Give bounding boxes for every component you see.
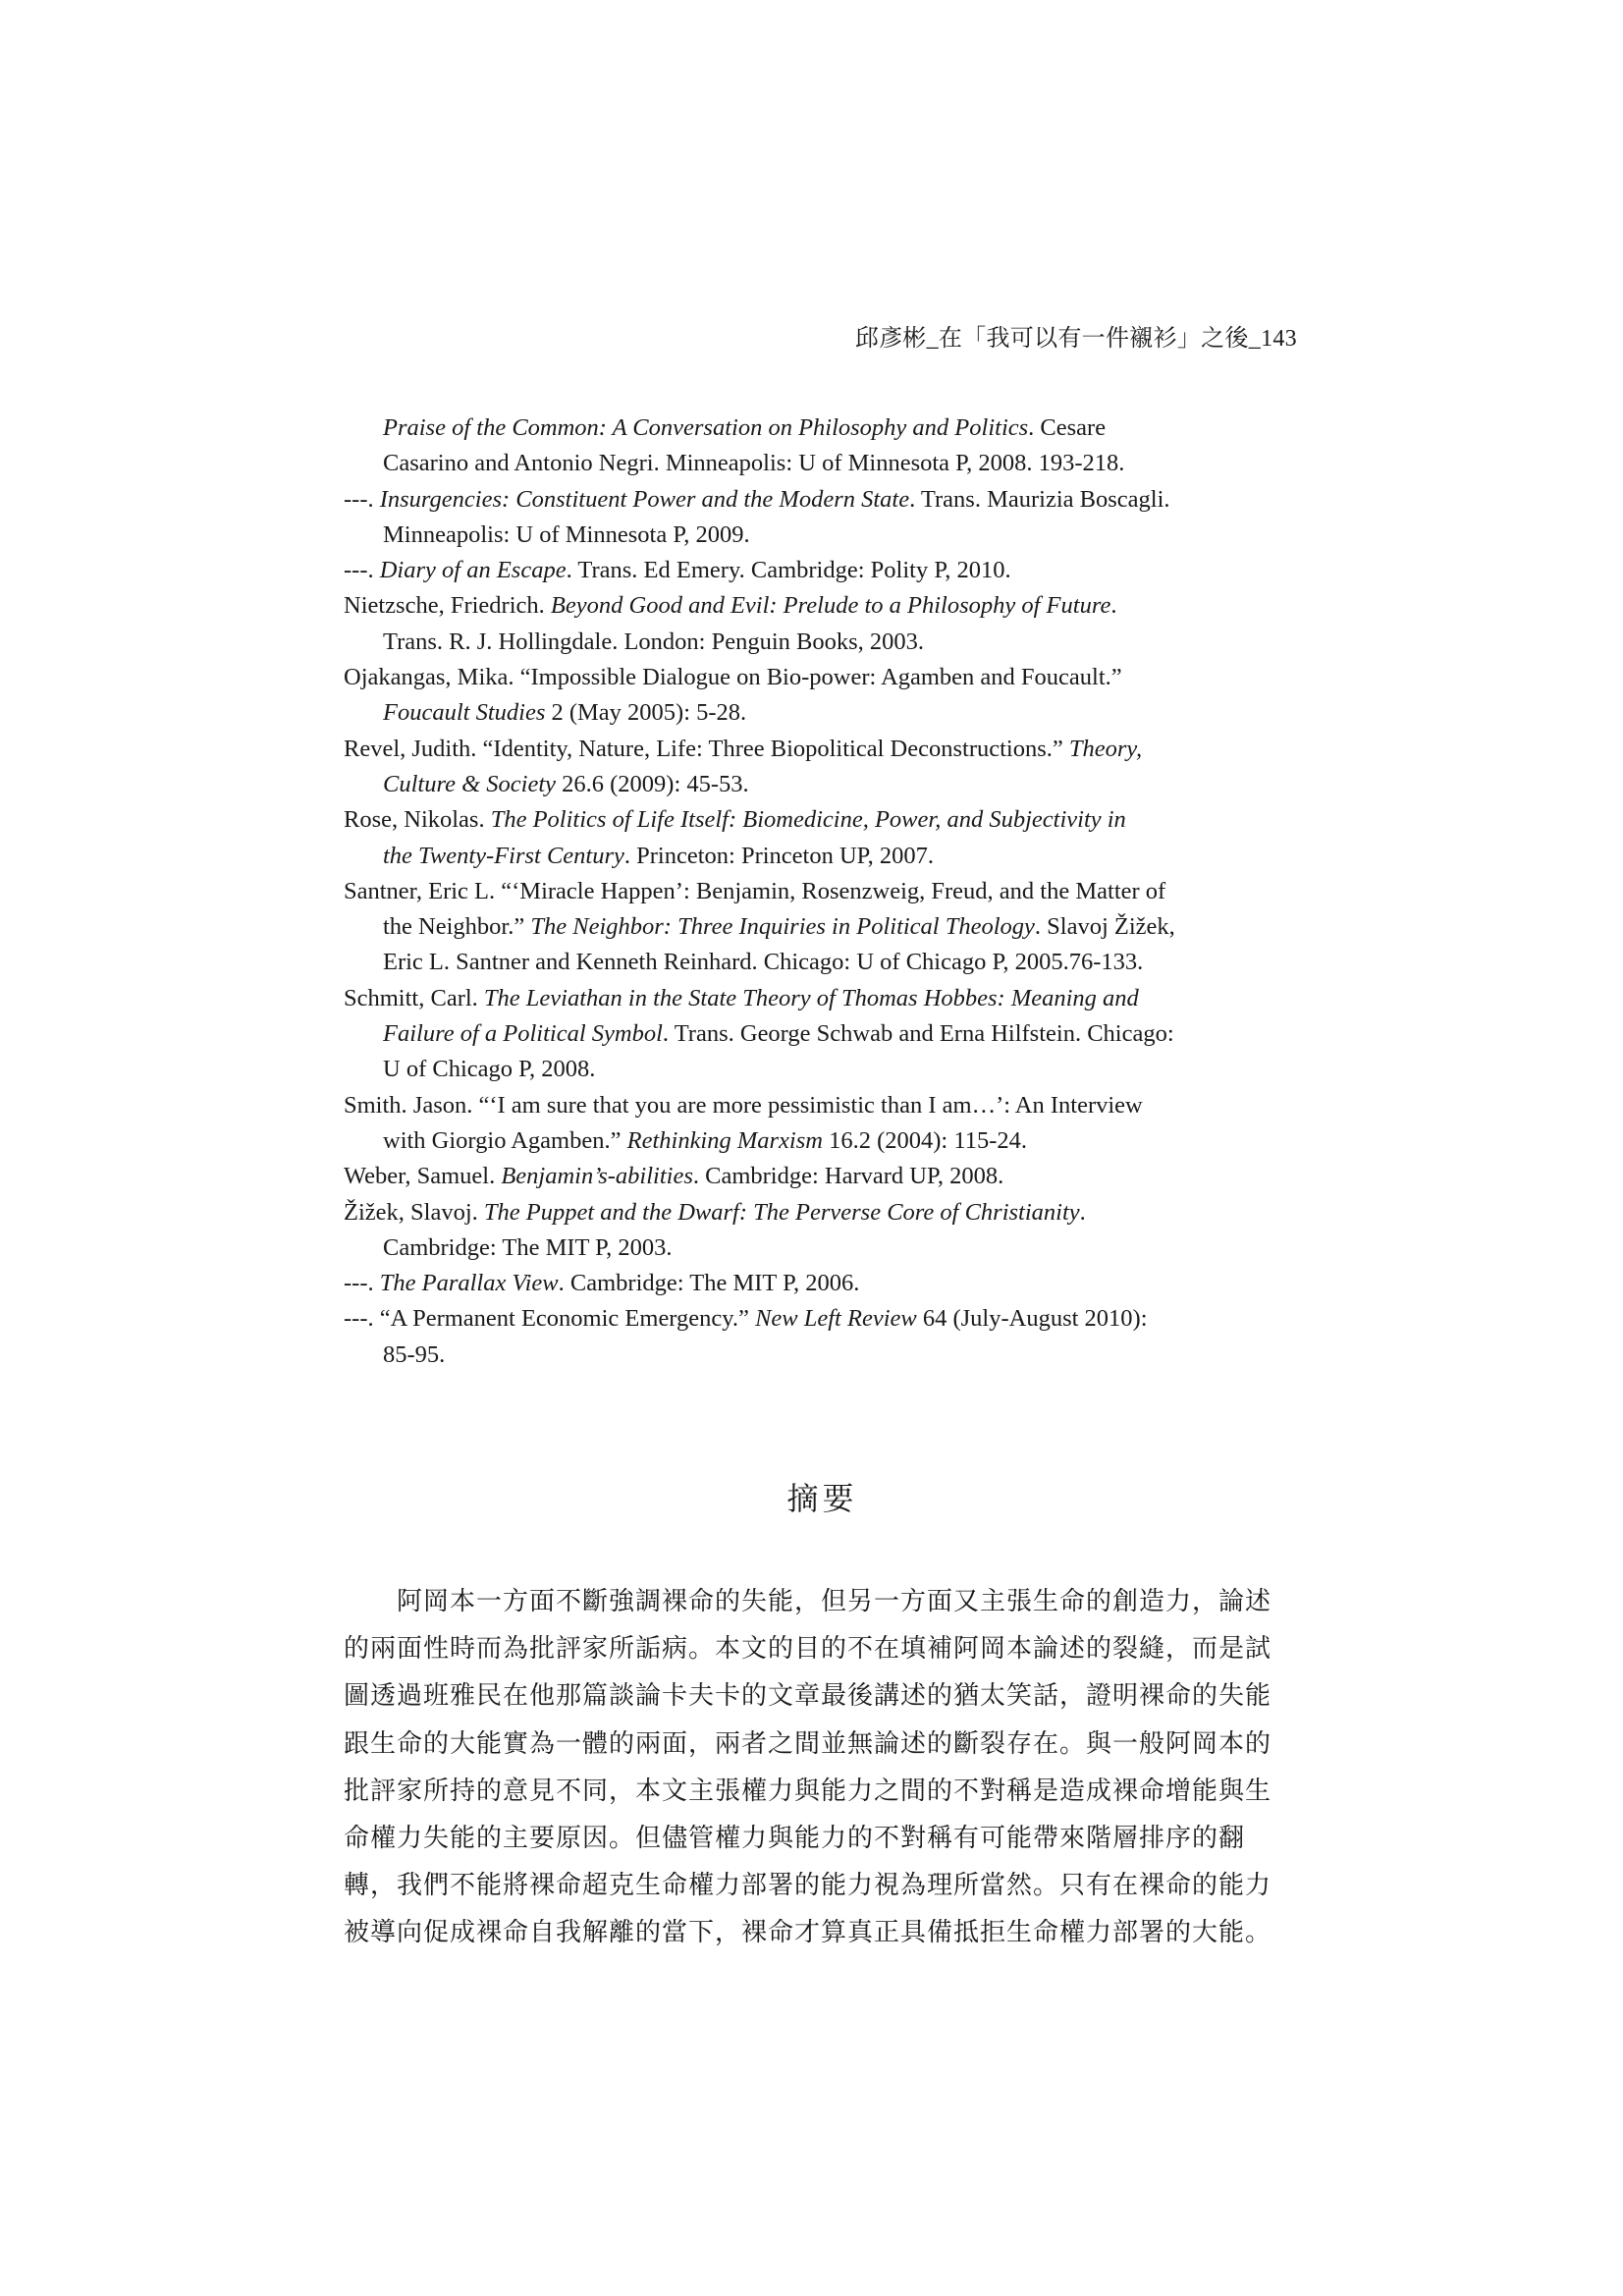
reference-text: ---. “A Permanent Economic Emergency.” <box>344 1305 756 1333</box>
abstract-line: 跟生命的大能實為一體的兩面，兩者之間並無論述的斷裂存在。與一般阿岡本的 <box>344 1728 1272 1758</box>
abstract-body <box>344 1578 1301 1957</box>
reference-text: . Cambridge: Harvard UP, 2008. <box>692 1163 1004 1190</box>
reference-line <box>344 1016 1301 1052</box>
reference-line <box>344 945 1301 980</box>
abstract-line: 的兩面性時而為批評家所詬病。本文的目的不在填補阿岡本論述的裂縫，而是試 <box>344 1634 1272 1664</box>
reference-line <box>344 1266 1301 1301</box>
reference-line <box>344 732 1301 767</box>
reference-line <box>344 1052 1301 1087</box>
reference-text: Nietzsche, Friedrich. <box>344 592 551 620</box>
reference-text: 2 (May 2005): 5-28. <box>545 699 747 727</box>
reference-text: . <box>1110 592 1117 620</box>
reference-title: Rethinking Marxism <box>626 1126 823 1154</box>
reference-line <box>344 1230 1301 1266</box>
reference-line <box>344 410 1301 446</box>
abstract-line: 阿岡本一方面不斷強調裸命的失能，但另一方面又主張生命的創造力，論述 <box>397 1587 1272 1615</box>
reference-text: Minneapolis: U of Minnesota P, 2009. <box>383 520 750 548</box>
reference-text: . Trans. Maurizia Boscagli. <box>909 485 1170 513</box>
reference-text: ---. <box>344 1270 380 1297</box>
reference-text: . Cesare <box>1028 414 1107 441</box>
reference-text: the Neighbor.” <box>383 913 531 941</box>
reference-title: Praise of the Common: A Conversation on Philosophy and Politics <box>383 414 1029 441</box>
reference-text: 26.6 (2009): 45-53. <box>556 770 749 797</box>
abstract-line: 轉，我們不能將裸命超克生命權力部署的能力視為理所當然。只有在裸命的能力 <box>344 1871 1272 1900</box>
reference-line <box>344 1338 1301 1373</box>
reference-line <box>344 588 1301 624</box>
reference-line <box>344 767 1301 802</box>
abstract-line: 命權力失能的主要原因。但儘管權力與能力的不對稱有可能帶來階層排序的翻 <box>344 1824 1246 1853</box>
reference-title: Diary of an Escape <box>379 557 567 584</box>
reference-text: Eric L. Santner and Kenneth Reinhard. Chicago: U of Chicago P, 2005.76-133. <box>383 949 1144 976</box>
abstract-title: 摘要 <box>786 1481 858 1516</box>
reference-line <box>344 660 1301 695</box>
reference-line <box>344 981 1301 1016</box>
reference-line <box>344 839 1301 874</box>
reference-line <box>344 518 1301 553</box>
reference-text: Weber, Samuel. <box>344 1163 502 1190</box>
reference-text: Rose, Nikolas. <box>344 806 491 834</box>
reference-text: ---. <box>344 485 380 513</box>
reference-line <box>344 1159 1301 1194</box>
reference-line <box>344 1088 1301 1123</box>
reference-text: . Trans. Ed Emery. Cambridge: Polity P, 2010. <box>566 557 1011 584</box>
reference-title: Foucault Studies <box>383 699 546 727</box>
reference-line <box>344 553 1301 588</box>
reference-line <box>344 695 1301 731</box>
reference-title: Benjamin’s-abilities <box>501 1163 693 1190</box>
abstract-line: 圖透過班雅民在他那篇談論卡夫卡的文章最後講述的猶太笑話，證明裸命的失能 <box>344 1681 1272 1711</box>
reference-title: Beyond Good and Evil: Prelude to a Philosophy of Future <box>550 592 1111 620</box>
reference-title: The Puppet and the Dwarf: The Perverse Core of Christianity <box>483 1198 1080 1226</box>
reference-line <box>344 446 1301 481</box>
reference-line <box>344 1301 1301 1337</box>
reference-text: Schmitt, Carl. <box>344 984 484 1011</box>
reference-text: 16.2 (2004): 115-24. <box>822 1126 1027 1154</box>
reference-text: Cambridge: The MIT P, 2003. <box>383 1233 673 1261</box>
reference-title: Insurgencies: Constituent Power and the Modern State <box>379 485 910 513</box>
reference-text: . <box>1079 1198 1086 1226</box>
reference-text: Revel, Judith. “Identity, Nature, Life: Three Biopolitical Deconstructions.” <box>344 735 1069 762</box>
reference-text: Ojakangas, Mika. “Impossible Dialogue on Bio-power: Agamben and Foucault.” <box>344 664 1122 691</box>
reference-text: Casarino and Antonio Negri. Minneapolis: U of Minnesota P, 2008. 193-218. <box>383 450 1125 477</box>
reference-line <box>344 909 1301 945</box>
reference-text: . Trans. George Schwab and Erna Hilfstein. Chicago: <box>662 1020 1174 1048</box>
abstract-line: 被導向促成裸命自我解離的當下，裸命才算真正具備抵拒生命權力部署的大能。 <box>344 1918 1272 1947</box>
reference-line <box>344 1123 1301 1159</box>
reference-text: with Giorgio Agamben.” <box>383 1126 627 1154</box>
running-head: 邱彥彬_在「我可以有一件襯衫」之後_143 <box>854 326 1297 352</box>
reference-text: Smith. Jason. “‘I am sure that you are more pessimistic than I am…’: An Interview <box>344 1091 1143 1119</box>
reference-title: Culture & Society <box>383 770 556 797</box>
references-list <box>344 410 1301 1373</box>
reference-text: ---. <box>344 557 380 584</box>
reference-title: The Politics of Life Itself: Biomedicine, Power, and Subjectivity in <box>490 806 1126 834</box>
reference-title: The Leviathan in the State Theory of Thomas Hobbes: Meaning and <box>483 984 1139 1011</box>
reference-text: Santner, Eric L. “‘Miracle Happen’: Benjamin, Rosenzweig, Freud, and the Matter of <box>344 877 1166 904</box>
reference-text: 85-95. <box>383 1340 446 1368</box>
reference-text: . Slavoj Žižek, <box>1034 913 1175 941</box>
reference-title: The Neighbor: Three Inquiries in Political Theology <box>530 913 1035 941</box>
reference-title: The Parallax View <box>379 1270 559 1297</box>
reference-text: Žižek, Slavoj. <box>344 1198 484 1226</box>
reference-line <box>344 625 1301 660</box>
reference-line <box>344 1195 1301 1230</box>
reference-text: 64 (July-August 2010): <box>916 1305 1148 1333</box>
reference-text: U of Chicago P, 2008. <box>383 1056 596 1083</box>
reference-title: the Twenty-First Century <box>383 842 624 869</box>
reference-text: . Princeton: Princeton UP, 2007. <box>623 842 934 869</box>
reference-title: New Left Review <box>755 1305 917 1333</box>
reference-title: Failure of a Political Symbol <box>383 1020 663 1048</box>
reference-text: Trans. R. J. Hollingdale. London: Penguin Books, 2003. <box>383 628 925 655</box>
reference-line <box>344 802 1301 838</box>
abstract-line: 批評家所持的意見不同，本文主張權力與能力之間的不對稱是造成裸命增能與生 <box>344 1776 1272 1805</box>
reference-line <box>344 482 1301 518</box>
reference-line <box>344 874 1301 909</box>
reference-text: . Cambridge: The MIT P, 2006. <box>558 1270 860 1297</box>
reference-title: Theory, <box>1068 735 1143 762</box>
